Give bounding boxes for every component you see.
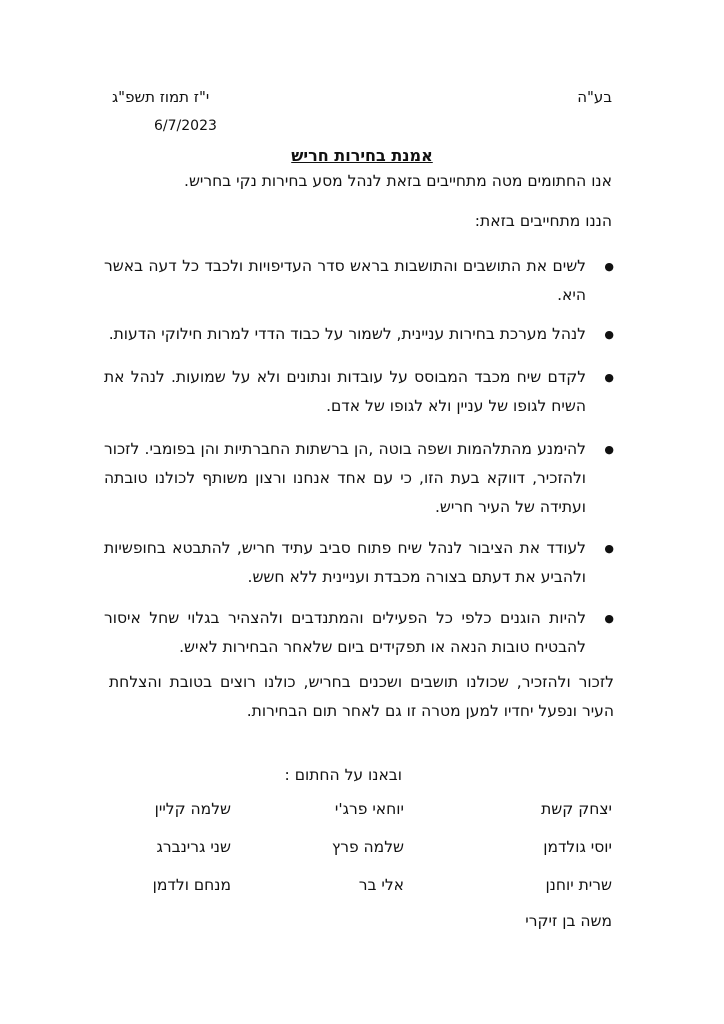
- gregorian-date: 6/7/2023: [154, 118, 217, 134]
- signatory-name: שרית יוחנן: [545, 876, 612, 894]
- bsd-header: בע"ה: [577, 88, 612, 106]
- document-title: אמנת בחירות חריש: [291, 146, 433, 165]
- signatory-name: שלמה פרץ: [331, 838, 404, 856]
- signatory-name: מנחם ולדמן: [152, 876, 231, 894]
- signatory-name: אלי בר: [358, 876, 404, 894]
- signatory-name: יוסי גולדמן: [543, 838, 612, 856]
- commitments-list: [104, 252, 616, 662]
- commitment-item: ● לעודד את הציבור לנהל שיח פתוח סביב עתיד חריש, להתבטא בחופשיות ולהביע את דעתם בצורה מכבדת ועניינית ללא חשש.: [104, 534, 616, 592]
- hebrew-date: י"ז תמוז תשפ"ג: [112, 88, 210, 106]
- signatures-heading: ובאנו על החתום :: [284, 766, 402, 784]
- commitment-item: ● להימנע מהתלהמות ושפה בוטה ,הן ברשתות החברתיות והן בפומבי. לזכור ולהזכיר, דווקא בעת הזו, כי עם אחד אנחנו ורצון משותף לכולנו טובתה ועתידה של העיר חריש.: [104, 435, 616, 522]
- signatory-name: יצחק קשת: [541, 800, 612, 818]
- commitment-item: ● להיות הוגנים כלפי כל הפעילים והמתנדבים ולהצהיר בגלוי שחל איסור להבטיח טובות הנאה או תפקידים ביום שלאחר הבחירות לאיש.: [104, 604, 616, 662]
- signatory-name: יוחאי פרג'י: [334, 800, 404, 818]
- commitment-item: ● לקדם שיח מכבד המבוסס על עובדות ונתונים ולא על שמועות. לנהל את השיח לגופו של עניין ולא לגופו של אדם.: [104, 363, 616, 421]
- signatory-name: שלמה קליין: [154, 800, 231, 818]
- commitment-item: ● לשים את התושבים והתושבות בראש סדר העדיפויות ולכבד כל דעה באשר היא.: [104, 252, 616, 310]
- commitments-lead: הננו מתחייבים בזאת:: [474, 212, 612, 230]
- signatory-name: שני גרינברג: [156, 838, 231, 856]
- signatory-name: משה בן זיקרי: [525, 912, 612, 930]
- closing-paragraph: לזכור ולהזכיר, שכולנו תושבים ושכנים בחריש, כולנו רוצים בטובת והצלחת העיר ונפעל יחדיו למען מטרה זו גם לאחר תום הבחירות.: [109, 673, 614, 720]
- intro-paragraph: אנו החתומים מטה מתחייבים בזאת לנהל מסע בחירות נקי בחריש.: [184, 172, 612, 190]
- commitment-item: ● לנהל מערכת בחירות עניינית, לשמור על כבוד הדדי למרות חילוקי הדעות.: [104, 320, 616, 349]
